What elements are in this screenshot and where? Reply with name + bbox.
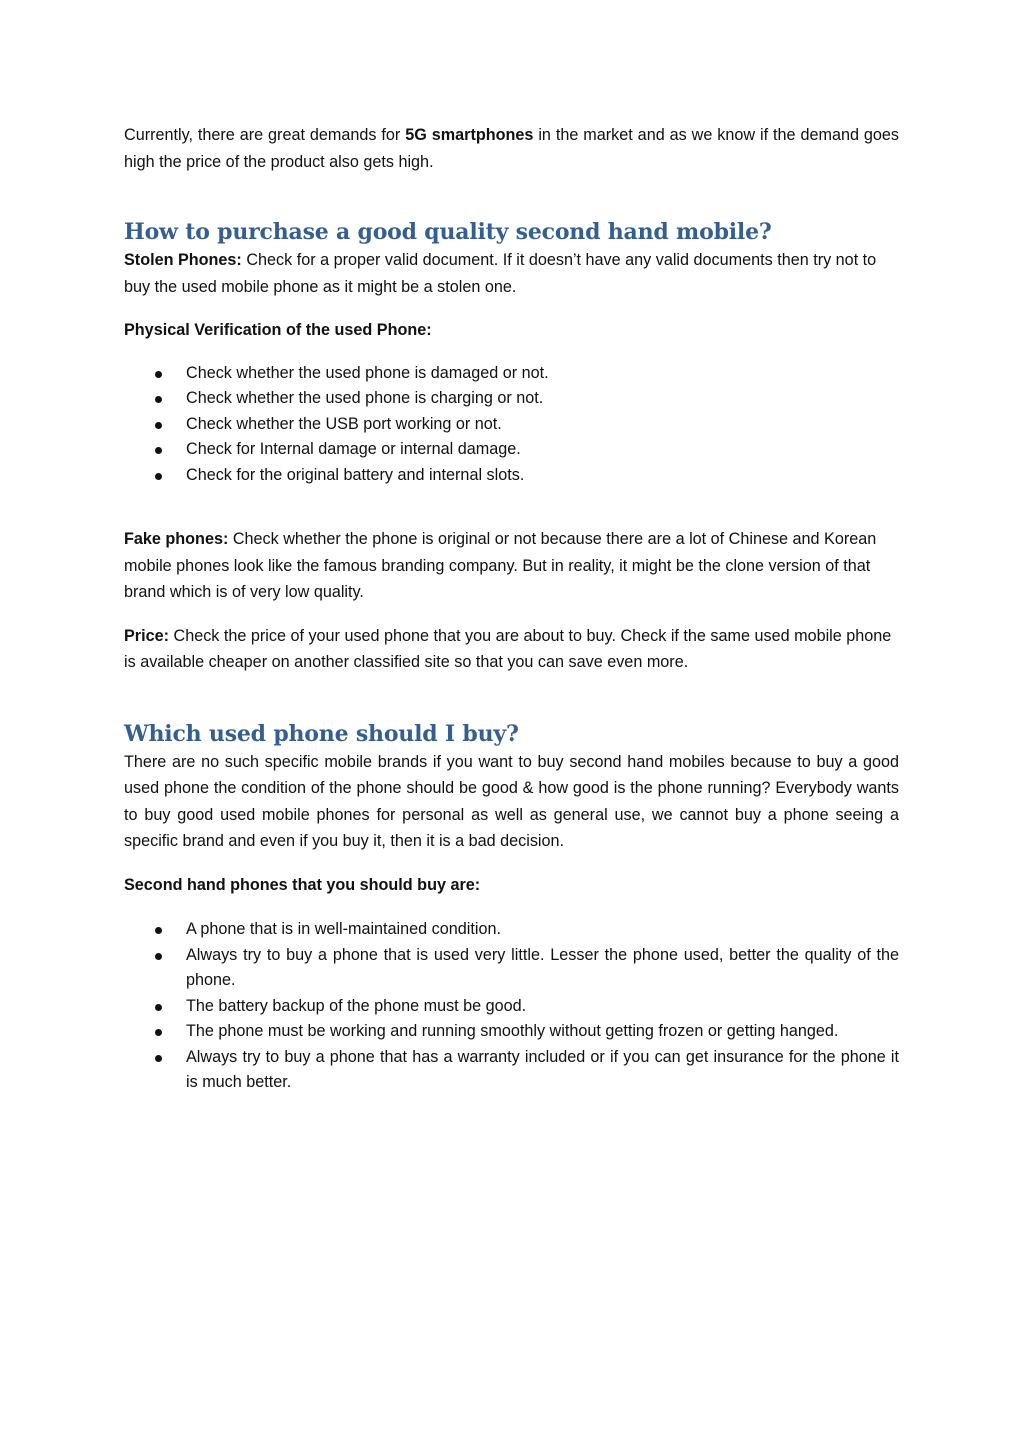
verification-checklist [124, 361, 899, 489]
intro-text-end: in the market and as we know if the demand goes high the price of the product also gets high. [124, 126, 899, 171]
list-item [124, 463, 899, 489]
bullet-icon [155, 473, 162, 480]
list-item-text: Check for Internal damage or internal damage. [186, 440, 521, 458]
list-item [124, 1045, 899, 1096]
bullet-icon [155, 447, 162, 454]
bullet-icon [155, 953, 162, 960]
section-heading-which-phone: Which used phone should I buy? [124, 720, 519, 747]
second-hand-list-label: Second hand phones that you should buy are: [124, 875, 481, 894]
list-item [124, 361, 899, 387]
physical-verification-label: Physical Verification of the used Phone: [124, 321, 432, 339]
bullet-icon [155, 1004, 162, 1011]
list-item-text: Always try to buy a phone that is used very little. Lesser the phone used, better the quality of the phone. [186, 945, 899, 989]
list-item-text: Check for the original battery and internal slots. [186, 465, 525, 484]
list-item [124, 917, 899, 943]
bullet-icon [155, 927, 162, 934]
list-item [124, 437, 899, 463]
second-hand-list-heading [124, 872, 899, 899]
list-item-text: The phone must be working and running smoothly without getting frozen or getting hanged. [186, 1022, 839, 1040]
bullet-icon [155, 1029, 162, 1036]
list-item-text: Check whether the USB port working or not. [186, 414, 502, 433]
list-item [124, 412, 899, 438]
bullet-icon [155, 1055, 162, 1062]
price-label: Price: [124, 626, 169, 645]
recommended-phones-list [124, 917, 899, 1096]
list-item [124, 943, 899, 994]
stolen-phones-label: Stolen Phones: [124, 251, 242, 269]
intro-paragraph [124, 122, 899, 175]
section-heading-purchase: How to purchase a good quality second hand mobile? [124, 219, 772, 245]
list-item-text: Check whether the used phone is charging or not. [186, 389, 544, 407]
list-item [124, 386, 899, 412]
stolen-phones-text: Check for a proper valid document. If it doesn’t have any valid documents then try not to buy the used mobile phone as it might be a stolen one. [124, 251, 877, 296]
list-item [124, 994, 899, 1020]
list-item-text: The battery backup of the phone must be good. [186, 996, 527, 1015]
list-item-text: Check whether the used phone is damaged or not. [186, 363, 549, 382]
list-item [124, 1019, 899, 1045]
fake-phones-text: Check whether the phone is original or not because there are a lot of Chinese and Korean mobile phones look like the famous branding company. But in reality, it might be the clone version of that brand which is of very low quality. [124, 530, 877, 601]
intro-text: Currently, there are great demands for [124, 126, 406, 144]
fake-phones-paragraph [124, 526, 899, 606]
price-text: Check the price of your used phone that you are about to buy. Check if the same used mobile phone is available cheaper on another classified site so that you can save even more. [124, 626, 892, 671]
bullet-icon [155, 396, 162, 403]
list-item-text: A phone that is in well-maintained condition. [186, 920, 501, 938]
bullet-icon [155, 422, 162, 429]
which-phone-paragraph: There are no such specific mobile brands if you want to buy second hand mobiles because to buy a good used phone the condition of the phone should be good & how good is the phone running? Everybody wants to buy good used mobile phones for personal as well as general use, we cannot buy a phone seeing a specific brand and even if you buy it, then it is a bad decision. [124, 752, 899, 850]
fake-phones-label: Fake phones: [124, 530, 229, 548]
price-paragraph [124, 623, 899, 676]
document-page [124, 122, 899, 1096]
physical-verification-heading [124, 317, 899, 344]
list-item-text: Always try to buy a phone that has a warranty included or if you can get insurance for the phone it is much better. [186, 1047, 899, 1091]
intro-bold-term: 5G smartphones [405, 126, 534, 144]
bullet-icon [155, 371, 162, 378]
stolen-phones-paragraph [124, 247, 899, 300]
